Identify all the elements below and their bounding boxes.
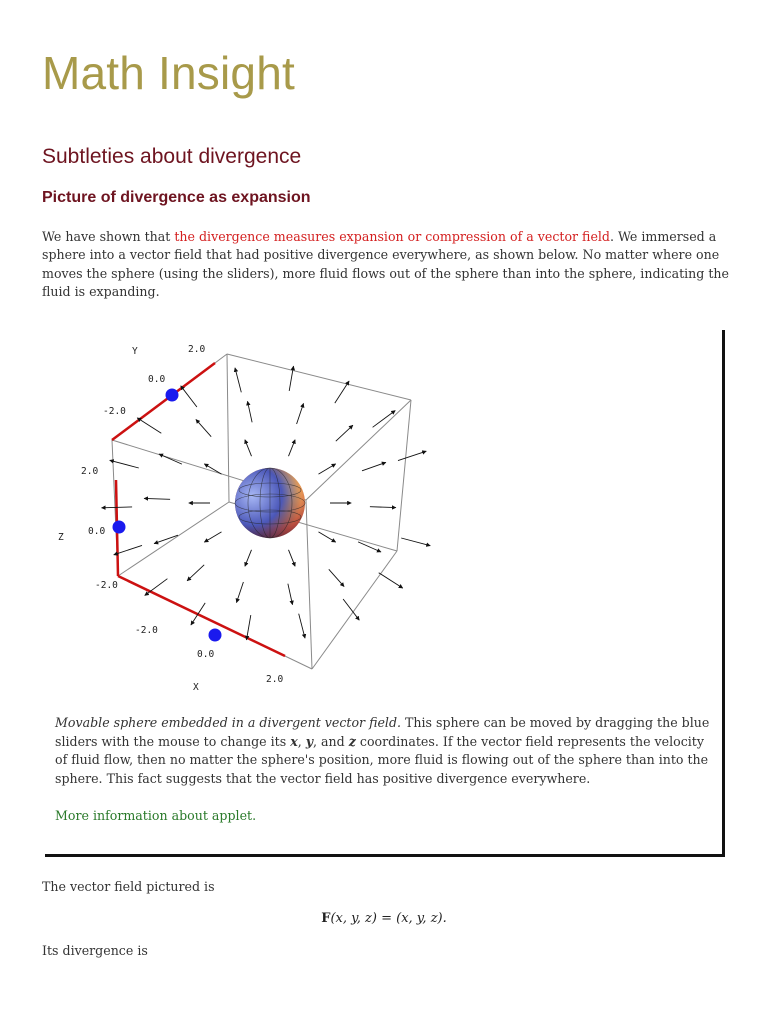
vector-arrow xyxy=(289,550,296,567)
vector-arrow xyxy=(245,440,252,457)
vector-arrow xyxy=(343,599,359,620)
vector-arrow xyxy=(237,582,244,603)
x-tick-min: -2.0 xyxy=(135,625,158,636)
vector-arrow xyxy=(299,614,305,639)
intro-text-after: . We immersed a sphere into a vector field that had positive divergence everywhere, as shown below. No matter where one moves the sphere (using the sliders), more fluid flows out of the sphere than into the sphere, indicating the fluid is expanding. xyxy=(42,229,729,299)
vector-arrow xyxy=(196,419,211,436)
vector-arrow xyxy=(297,403,304,424)
vector-arrow xyxy=(248,401,253,422)
divergence-link[interactable]: the divergence measures expansion or compression of a vector field xyxy=(174,229,610,244)
vector-arrow xyxy=(401,538,430,546)
caption-var-z: z xyxy=(348,733,356,749)
x-axis-label: X xyxy=(193,682,199,693)
vector-arrow xyxy=(319,464,336,474)
vector-field-applet[interactable] xyxy=(45,330,722,710)
vector-arrow xyxy=(235,368,241,393)
y-tick-max: 2.0 xyxy=(188,344,206,355)
intro-paragraph xyxy=(42,228,732,301)
more-info-link[interactable]: More information about applet. xyxy=(55,808,257,823)
vector-arrow xyxy=(191,603,205,625)
vector-arrow xyxy=(154,535,178,543)
vector-arrow xyxy=(289,440,296,457)
z-tick-max: 2.0 xyxy=(81,466,99,477)
vector-arrow xyxy=(362,462,386,470)
site-title[interactable]: Math Insight xyxy=(42,47,295,99)
vector-arrow xyxy=(398,451,426,460)
page-title: Subtleties about divergence xyxy=(42,145,302,168)
applet-figure xyxy=(45,330,725,857)
vector-arrow xyxy=(137,418,161,433)
z-tick-mid: 0.0 xyxy=(88,526,106,537)
x-slider-handle[interactable] xyxy=(209,629,222,642)
z-axis-label: Z xyxy=(58,532,64,543)
vector-arrow xyxy=(319,532,336,542)
vector-arrow xyxy=(187,565,204,581)
figure-caption xyxy=(55,714,715,788)
caption-text: This sphere can be moved by dragging the blue sliders with the mouse to change its xyxy=(55,715,710,749)
y-tick-min: -2.0 xyxy=(103,406,126,417)
z-slider-handle[interactable] xyxy=(113,521,126,534)
vector-arrow xyxy=(329,569,344,586)
intro-text-before: We have shown that xyxy=(42,229,175,244)
eq-rhs: (x, y, z). xyxy=(396,911,447,926)
caption-sep: , xyxy=(297,733,306,749)
vector-arrow xyxy=(336,425,353,441)
vector-arrow xyxy=(181,386,197,407)
eq-lhs: (x, y, z) xyxy=(330,911,377,926)
paragraph-divergence: Its divergence is xyxy=(42,943,148,958)
vector-arrow xyxy=(159,454,182,464)
vector-arrow xyxy=(102,507,133,508)
z-tick-min: -2.0 xyxy=(95,580,118,591)
caption-title: Movable sphere embedded in a divergent vector field. xyxy=(55,715,402,730)
vector-arrow xyxy=(245,550,252,567)
y-slider-handle[interactable] xyxy=(166,389,179,402)
y-tick-mid: 0.0 xyxy=(148,374,166,385)
x-tick-max: 2.0 xyxy=(266,674,284,685)
paragraph-vector-field: The vector field pictured is xyxy=(42,879,215,894)
vector-arrow xyxy=(379,573,403,588)
caption-var-y: y xyxy=(305,733,314,749)
x-tick-mid: 0.0 xyxy=(197,649,215,660)
vector-arrow xyxy=(370,507,396,508)
vector-arrow xyxy=(288,584,293,605)
eq-F: F xyxy=(321,911,331,926)
y-axis-label: Y xyxy=(132,346,138,357)
vector-arrow xyxy=(204,532,221,542)
movable-sphere[interactable] xyxy=(235,468,305,538)
vector-arrow xyxy=(335,381,349,403)
eq-equals: = xyxy=(376,911,397,926)
caption-text: coordinates. If the vector field represents the velocity of fluid flow, then no matter the sphere's position, more fluid is flowing out of the sphere than into the sphere. This fact suggests that the vector field has positive divergence everywhere. xyxy=(55,733,709,786)
caption-var-x: x xyxy=(290,733,298,749)
vector-arrow xyxy=(110,460,139,468)
section-title: Picture of divergence as expansion xyxy=(42,189,311,206)
caption-sep: , and xyxy=(313,733,349,749)
vector-arrow xyxy=(373,411,396,428)
equation xyxy=(0,911,768,926)
vector-arrow xyxy=(247,615,251,640)
vector-arrow xyxy=(144,498,170,499)
